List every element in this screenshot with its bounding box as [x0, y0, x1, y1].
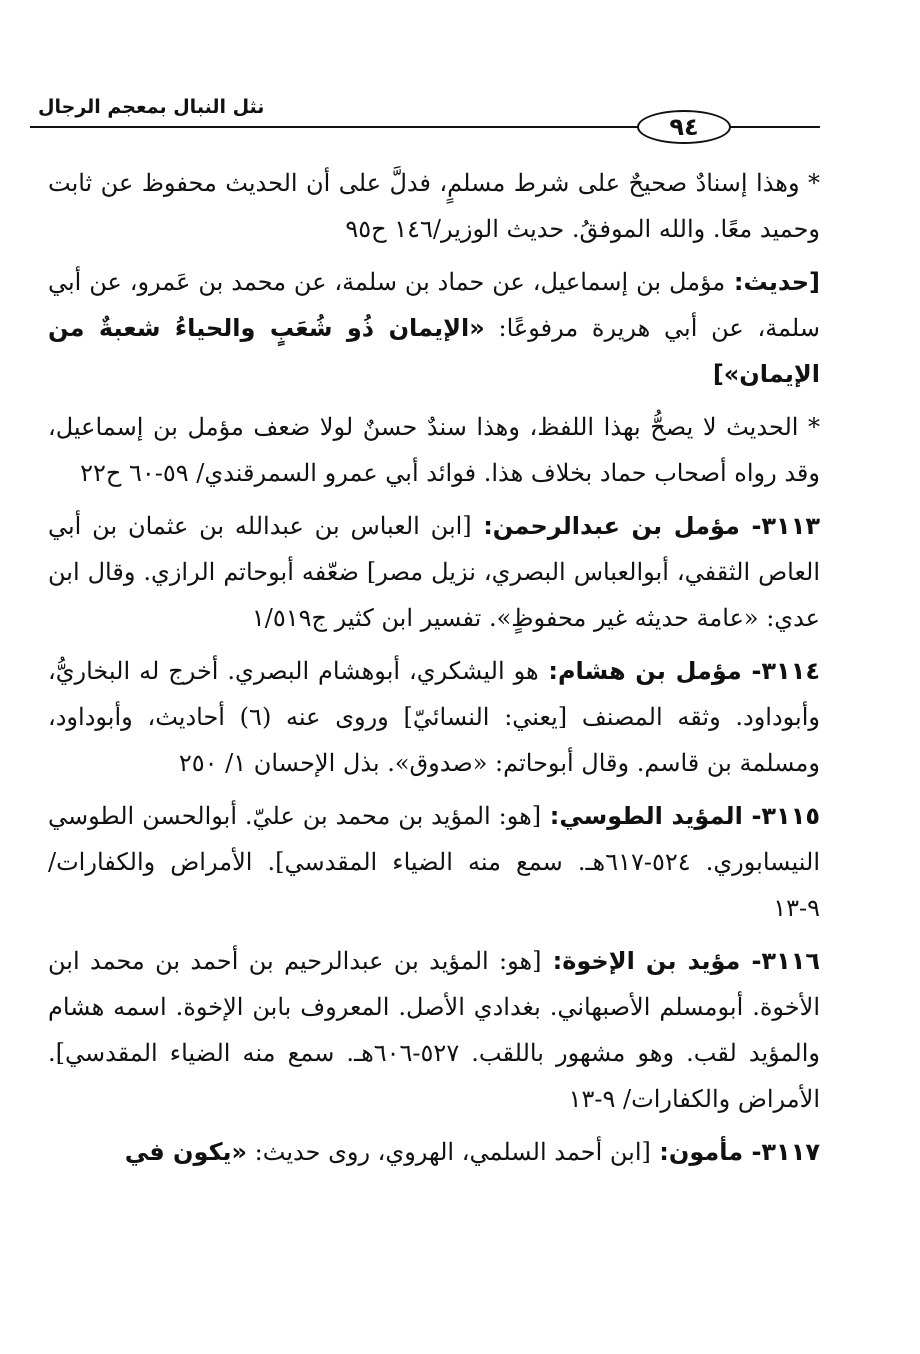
running-title: نثل النبال بمعجم الرجال [38, 96, 265, 118]
entry-3114 [48, 648, 820, 786]
paragraph [48, 404, 820, 496]
entry-quote: «يكون في [124, 1138, 248, 1166]
entry-heading: ٣١١٥- المؤيد الطوسي: [541, 802, 820, 830]
hadith-label: [حديث: [725, 268, 820, 296]
entry-heading: ٣١١٤- مؤمل بن هشام: [538, 657, 820, 685]
paragraph [48, 160, 820, 252]
entry-text: [هو: المؤيد بن محمد بن عليّ. أبوالحسن الطوسي النيسابوري. ٥٢٤-٦١٧هـ. سمع منه الضياء المقدسي]. الأمراض والكفارات/ ٩-١٣ [48, 802, 821, 922]
paragraph-text: * وهذا إسنادٌ صحيحٌ على شرط مسلمٍ، فدلَّ على أن الحديث محفوظ عن ثابت وحميد معًا. والله الموفقُ. حديث الوزير/١٤٦ ح٩٥ [48, 169, 820, 243]
entry-text: [هو: المؤيد بن عبدالرحيم بن أحمد بن محمد ابن الأخوة. أبومسلم الأصبهاني. بغدادي الأصل. المعروف بابن الإخوة. اسمه هشام والمؤيد لقب. وهو مشهور باللقب. ٥٢٧-٦٠٦هـ. سمع منه الضياء المقدسي]. الأمراض والكفارات/ ٩-١٣ [48, 947, 820, 1113]
hadith-quote [48, 259, 820, 397]
entry-text: [ابن أحمد السلمي، الهروي، روى حديث: [247, 1138, 651, 1166]
entry-3113 [48, 503, 820, 641]
page-number: ٩٤ [637, 110, 731, 144]
entry-text: [ابن العباس بن عبدالله بن عثمان بن أبي العاص الثقفي، أبوالعباس البصري، نزيل مصر] ضعّفه أبوحاتم الرازي. وقال ابن عدي: «عامة حديثه غير محفوظٍ». تفسير ابن كثير ج١/٥١٩ [48, 512, 821, 632]
hadith-chain: مؤمل بن إسماعيل، عن حماد بن سلمة، عن محمد بن عَمرو، عن أبي سلمة، عن أبي هريرة مرفوعًا: [48, 268, 820, 342]
entry-3115 [48, 793, 820, 931]
entry-heading: ٣١١٣- مؤمل بن عبدالرحمن: [471, 512, 820, 540]
entry-3117 [48, 1129, 820, 1175]
entry-text: هو اليشكري، أبوهشام البصري. أخرج له البخاريُّ، وأبوداود. وثقه المصنف [يعني: النسائيّ] وروى عنه (٦) أحاديث، وأبوداود، ومسلمة بن قاسم. وقال أبوحاتم: «صدوق». بذل الإحسان ١/ ٢٥٠ [48, 657, 820, 777]
paragraph-text: * الحديث لا يصحُّ بهذا اللفظ، وهذا سندٌ حسنٌ لولا ضعف مؤمل بن إسماعيل، وقد رواه أصحاب حماد بخلاف هذا. فوائد أبي عمرو السمرقندي/ ٥٩-٦٠ ح٢٢ [48, 413, 820, 487]
body-text [48, 160, 820, 1182]
entry-3116 [48, 938, 820, 1122]
entry-heading: ٣١١٦- مؤيد بن الإخوة: [541, 947, 821, 975]
entry-heading: ٣١١٧- مأمون: [650, 1138, 820, 1166]
hadith-matn: «الإيمان ذُو شُعَبٍ والحياءُ شعبةٌ من الإيمان»] [48, 314, 820, 388]
